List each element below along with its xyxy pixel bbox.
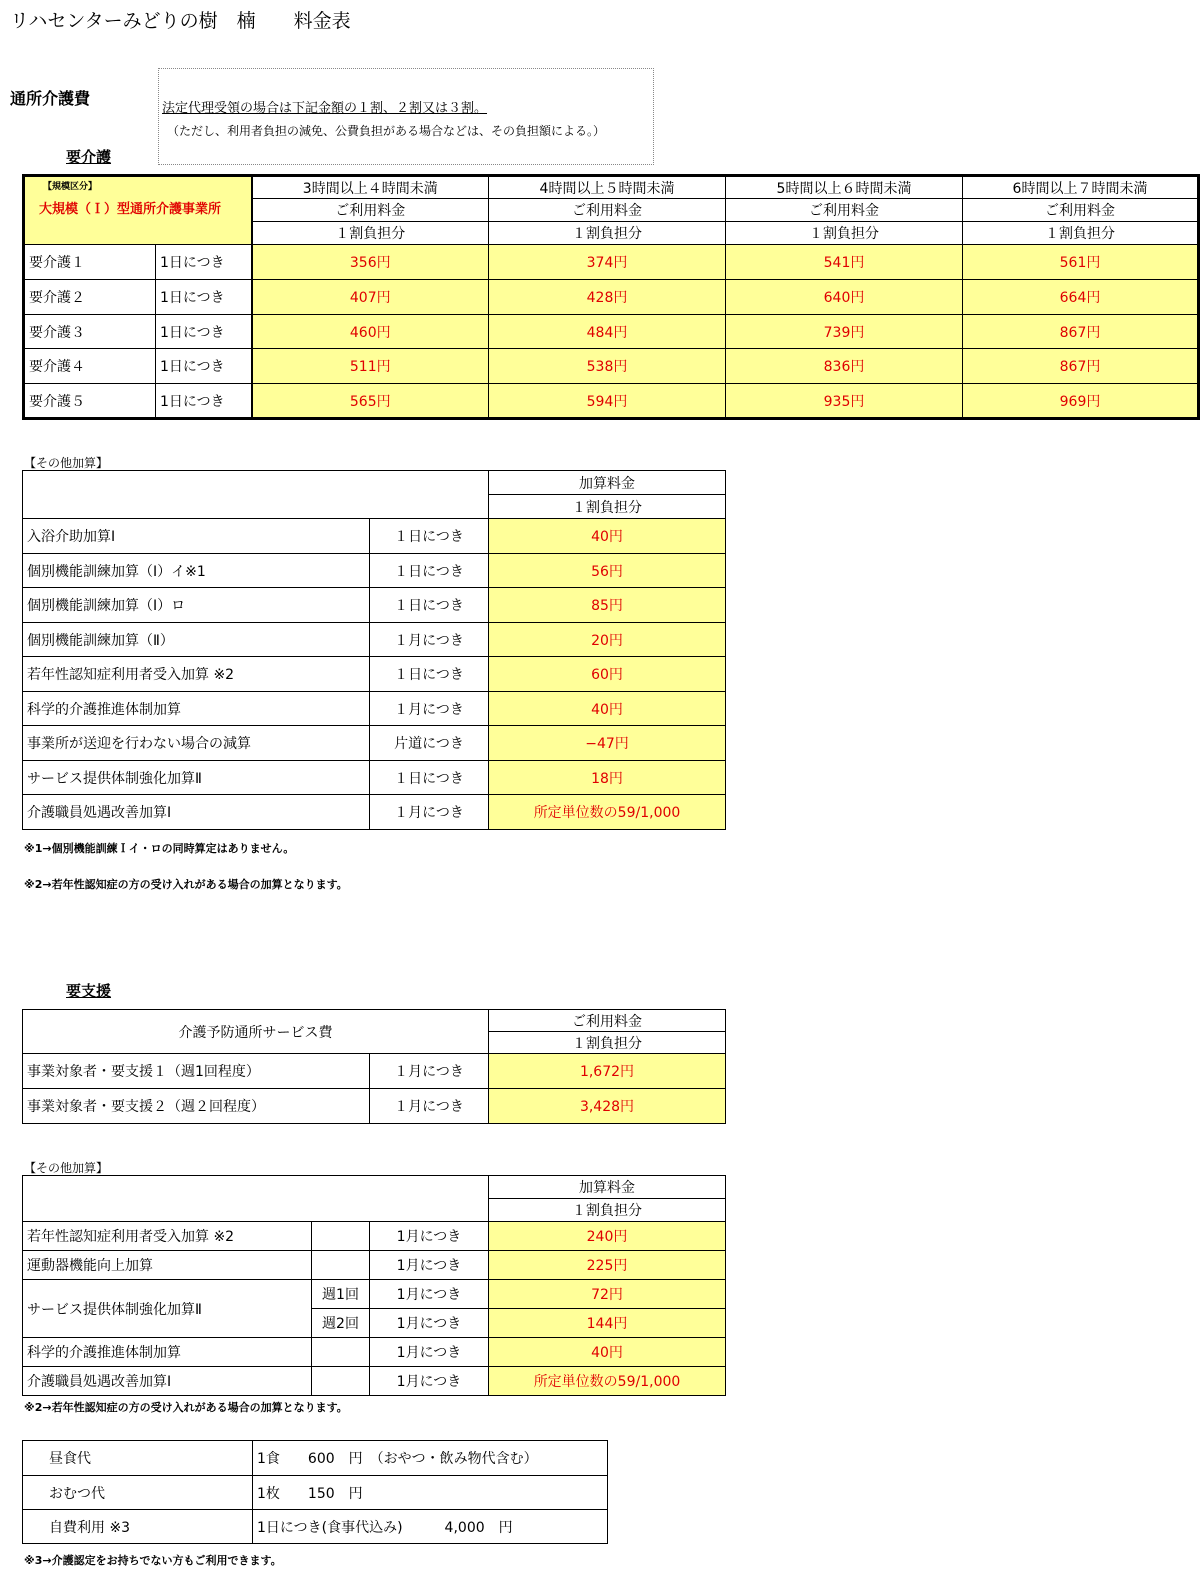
table-row xyxy=(23,1089,726,1124)
table-row xyxy=(23,692,726,726)
table-row xyxy=(23,761,726,795)
support-header: 介護予防通所サービス費 xyxy=(23,1010,489,1054)
table-row xyxy=(23,795,726,830)
unit: １日につき xyxy=(370,657,489,692)
fee-label: 加算料金 xyxy=(489,1176,726,1199)
col-header-2: 5時間以上６時間未満 xyxy=(726,176,963,199)
unit: １月につき xyxy=(370,623,489,657)
sub-cell xyxy=(312,1251,370,1280)
price: 所定単位数の59/1,000 xyxy=(489,1367,726,1396)
burden-label: １割負担分 xyxy=(489,222,726,245)
unit: 1月につき xyxy=(370,1367,489,1396)
price: 所定単位数の59/1,000 xyxy=(489,795,726,830)
price: 561円 xyxy=(963,245,1199,280)
item-name: 個別機能訓練加算（Ⅰ）ロ xyxy=(23,588,370,623)
item-name: 事業対象者・要支援２（週２回程度） xyxy=(23,1089,370,1124)
burden-label: １割負担分 xyxy=(963,222,1199,245)
price: 40円 xyxy=(489,692,726,726)
price: 538円 xyxy=(489,349,726,384)
price: 867円 xyxy=(963,315,1199,349)
price: 3,428円 xyxy=(489,1089,726,1124)
price: 739円 xyxy=(726,315,963,349)
item-name: 個別機能訓練加算（Ⅱ） xyxy=(23,623,370,657)
table-row xyxy=(23,657,726,692)
notice-line2: （ただし、利用者負担の減免、公費負担がある場合などは、その負担額による。） xyxy=(167,124,606,138)
col-header-3: 6時間以上７時間未満 xyxy=(963,176,1199,199)
care-level: 要介護３ xyxy=(24,315,156,349)
price: 640円 xyxy=(726,280,963,315)
price: 484円 xyxy=(489,315,726,349)
blank-header xyxy=(23,1176,489,1222)
table-row xyxy=(24,384,1199,419)
fee-label: ご利用料金 xyxy=(963,199,1199,222)
extra-name: おむつ代 xyxy=(23,1476,253,1510)
scale-label: 【規模区分】 xyxy=(43,182,98,192)
unit: １日につき xyxy=(370,519,489,554)
price: 1,672円 xyxy=(489,1054,726,1089)
burden-label: １割負担分 xyxy=(489,495,726,519)
unit: １日につき xyxy=(370,588,489,623)
table-row xyxy=(23,1280,726,1309)
table-row xyxy=(24,280,1199,315)
care-level: 要介護１ xyxy=(24,245,156,280)
care-level: 要介護５ xyxy=(24,384,156,419)
table-row xyxy=(23,726,726,761)
price: 225円 xyxy=(489,1251,726,1280)
page-title: リハセンターみどりの樹 楠 料金表 xyxy=(10,10,351,32)
scale-value: 大規模（Ｉ）型通所介護事業所 xyxy=(39,202,222,217)
price: 867円 xyxy=(963,349,1199,384)
unit: 片道につき xyxy=(370,726,489,761)
unit: １日につき xyxy=(370,554,489,588)
item-name: 介護職員処遇改善加算Ⅰ xyxy=(23,795,370,830)
price: 18円 xyxy=(489,761,726,795)
notice-line1: 法定代理受領の場合は下記金額の１割、２割又は３割。 xyxy=(162,101,488,116)
table-row xyxy=(23,1367,726,1396)
item-name: サービス提供体制強化加算Ⅱ xyxy=(23,761,370,795)
price: 541円 xyxy=(726,245,963,280)
price: 594円 xyxy=(489,384,726,419)
col-header-1: 4時間以上５時間未満 xyxy=(489,176,726,199)
table-row xyxy=(23,1476,608,1510)
price: 40円 xyxy=(489,1338,726,1367)
other-additions-label-2: 【その他加算】 xyxy=(24,1161,109,1175)
price: 664円 xyxy=(963,280,1199,315)
price: 969円 xyxy=(963,384,1199,419)
price: 356円 xyxy=(252,245,489,280)
table-row xyxy=(24,315,1199,349)
col-header-0: 3時間以上４時間未満 xyxy=(252,176,489,199)
price: 85円 xyxy=(489,588,726,623)
price: −47円 xyxy=(489,726,726,761)
extra-name: 自費利用 ※3 xyxy=(23,1510,253,1544)
footnote-2: ※2→若年性認知症の方の受け入れがある場合の加算となります。 xyxy=(24,878,348,891)
other-additions-label: 【その他加算】 xyxy=(24,456,109,470)
unit: 1月につき xyxy=(370,1251,489,1280)
sub-cell: 週2回 xyxy=(312,1309,370,1338)
table-row xyxy=(23,1441,608,1476)
fee-label: ご利用料金 xyxy=(489,199,726,222)
item-name: 個別機能訓練加算（Ⅰ）イ※1 xyxy=(23,554,370,588)
price: 56円 xyxy=(489,554,726,588)
price: 428円 xyxy=(489,280,726,315)
table-row xyxy=(23,588,726,623)
table-row xyxy=(23,623,726,657)
extra-name: 昼食代 xyxy=(23,1441,253,1476)
item-name: 運動器機能向上加算 xyxy=(23,1251,312,1280)
unit: 1月につき xyxy=(370,1280,489,1309)
price: 20円 xyxy=(489,623,726,657)
item-name: 事業所が送迎を行わない場合の減算 xyxy=(23,726,370,761)
unit: 1日につき xyxy=(156,315,252,349)
blank-header xyxy=(23,471,489,519)
table-row xyxy=(23,519,726,554)
unit: １月につき xyxy=(370,1054,489,1089)
item-name: 若年性認知症利用者受入加算 ※2 xyxy=(23,657,370,692)
extra-value: 1枚 150 円 xyxy=(253,1476,608,1510)
table-row xyxy=(23,554,726,588)
table-row xyxy=(23,1338,726,1367)
price: 407円 xyxy=(252,280,489,315)
item-name: 事業対象者・要支援１（週1回程度） xyxy=(23,1054,370,1089)
unit: 1日につき xyxy=(156,280,252,315)
extra-value: 1日につき(食事代込み) 4,000 円 xyxy=(253,1510,608,1544)
unit: １月につき xyxy=(370,1089,489,1124)
fee-label: ご利用料金 xyxy=(252,199,489,222)
burden-label: １割負担分 xyxy=(489,1199,726,1222)
fee-label: ご利用料金 xyxy=(489,1010,726,1032)
fee-label: ご利用料金 xyxy=(726,199,963,222)
price: 511円 xyxy=(252,349,489,384)
price: 460円 xyxy=(252,315,489,349)
price: 836円 xyxy=(726,349,963,384)
burden-label: １割負担分 xyxy=(252,222,489,245)
care-heading: 要介護 xyxy=(66,148,112,166)
table-row xyxy=(23,1251,726,1280)
unit: 1日につき xyxy=(156,349,252,384)
notice-box xyxy=(158,68,654,165)
unit: 1日につき xyxy=(156,245,252,280)
section-title: 通所介護費 xyxy=(10,89,91,108)
burden-label: １割負担分 xyxy=(726,222,963,245)
burden-label: １割負担分 xyxy=(489,1032,726,1054)
extra-value: 1食 600 円 （おやつ・飲み物代含む） xyxy=(253,1441,608,1476)
care-level: 要介護２ xyxy=(24,280,156,315)
price: 565円 xyxy=(252,384,489,419)
price: 374円 xyxy=(489,245,726,280)
unit: 1日につき xyxy=(156,384,252,419)
unit: １月につき xyxy=(370,795,489,830)
sub-cell: 週1回 xyxy=(312,1280,370,1309)
table-row xyxy=(23,1222,726,1251)
unit: 1月につき xyxy=(370,1222,489,1251)
unit: 1月につき xyxy=(370,1309,489,1338)
fee-label: 加算料金 xyxy=(489,471,726,495)
table-row xyxy=(24,245,1199,280)
item-name: サービス提供体制強化加算Ⅱ xyxy=(23,1280,312,1338)
unit: １日につき xyxy=(370,761,489,795)
unit: 1月につき xyxy=(370,1338,489,1367)
price: 60円 xyxy=(489,657,726,692)
sub-cell xyxy=(312,1367,370,1396)
unit: １月につき xyxy=(370,692,489,726)
item-name: 介護職員処遇改善加算Ⅰ xyxy=(23,1367,312,1396)
item-name: 若年性認知症利用者受入加算 ※2 xyxy=(23,1222,312,1251)
price: 144円 xyxy=(489,1309,726,1338)
table-row xyxy=(23,1054,726,1089)
extras-table xyxy=(22,1440,608,1544)
support-heading: 要支援 xyxy=(66,982,112,1000)
care-fee-table xyxy=(22,174,1200,420)
item-name: 科学的介護推進体制加算 xyxy=(23,1338,312,1367)
table-row xyxy=(23,1510,608,1544)
support-fee-table xyxy=(22,1009,726,1124)
item-name: 入浴介助加算Ⅰ xyxy=(23,519,370,554)
other-additions-table-2 xyxy=(22,1175,726,1396)
price: 935円 xyxy=(726,384,963,419)
price: 240円 xyxy=(489,1222,726,1251)
footnote-1: ※1→個別機能訓練Ｉイ・ロの同時算定はありません。 xyxy=(24,842,295,855)
price: 72円 xyxy=(489,1280,726,1309)
table-row xyxy=(24,349,1199,384)
price: 40円 xyxy=(489,519,726,554)
footnote-3: ※2→若年性認知症の方の受け入れがある場合の加算となります。 xyxy=(24,1401,348,1414)
item-name: 科学的介護推進体制加算 xyxy=(23,692,370,726)
other-additions-table xyxy=(22,470,726,830)
sub-cell xyxy=(312,1338,370,1367)
scale-cell xyxy=(24,176,252,245)
care-level: 要介護４ xyxy=(24,349,156,384)
footnote-4: ※3→介護認定をお持ちでない方もご利用できます。 xyxy=(24,1554,282,1567)
sub-cell xyxy=(312,1222,370,1251)
